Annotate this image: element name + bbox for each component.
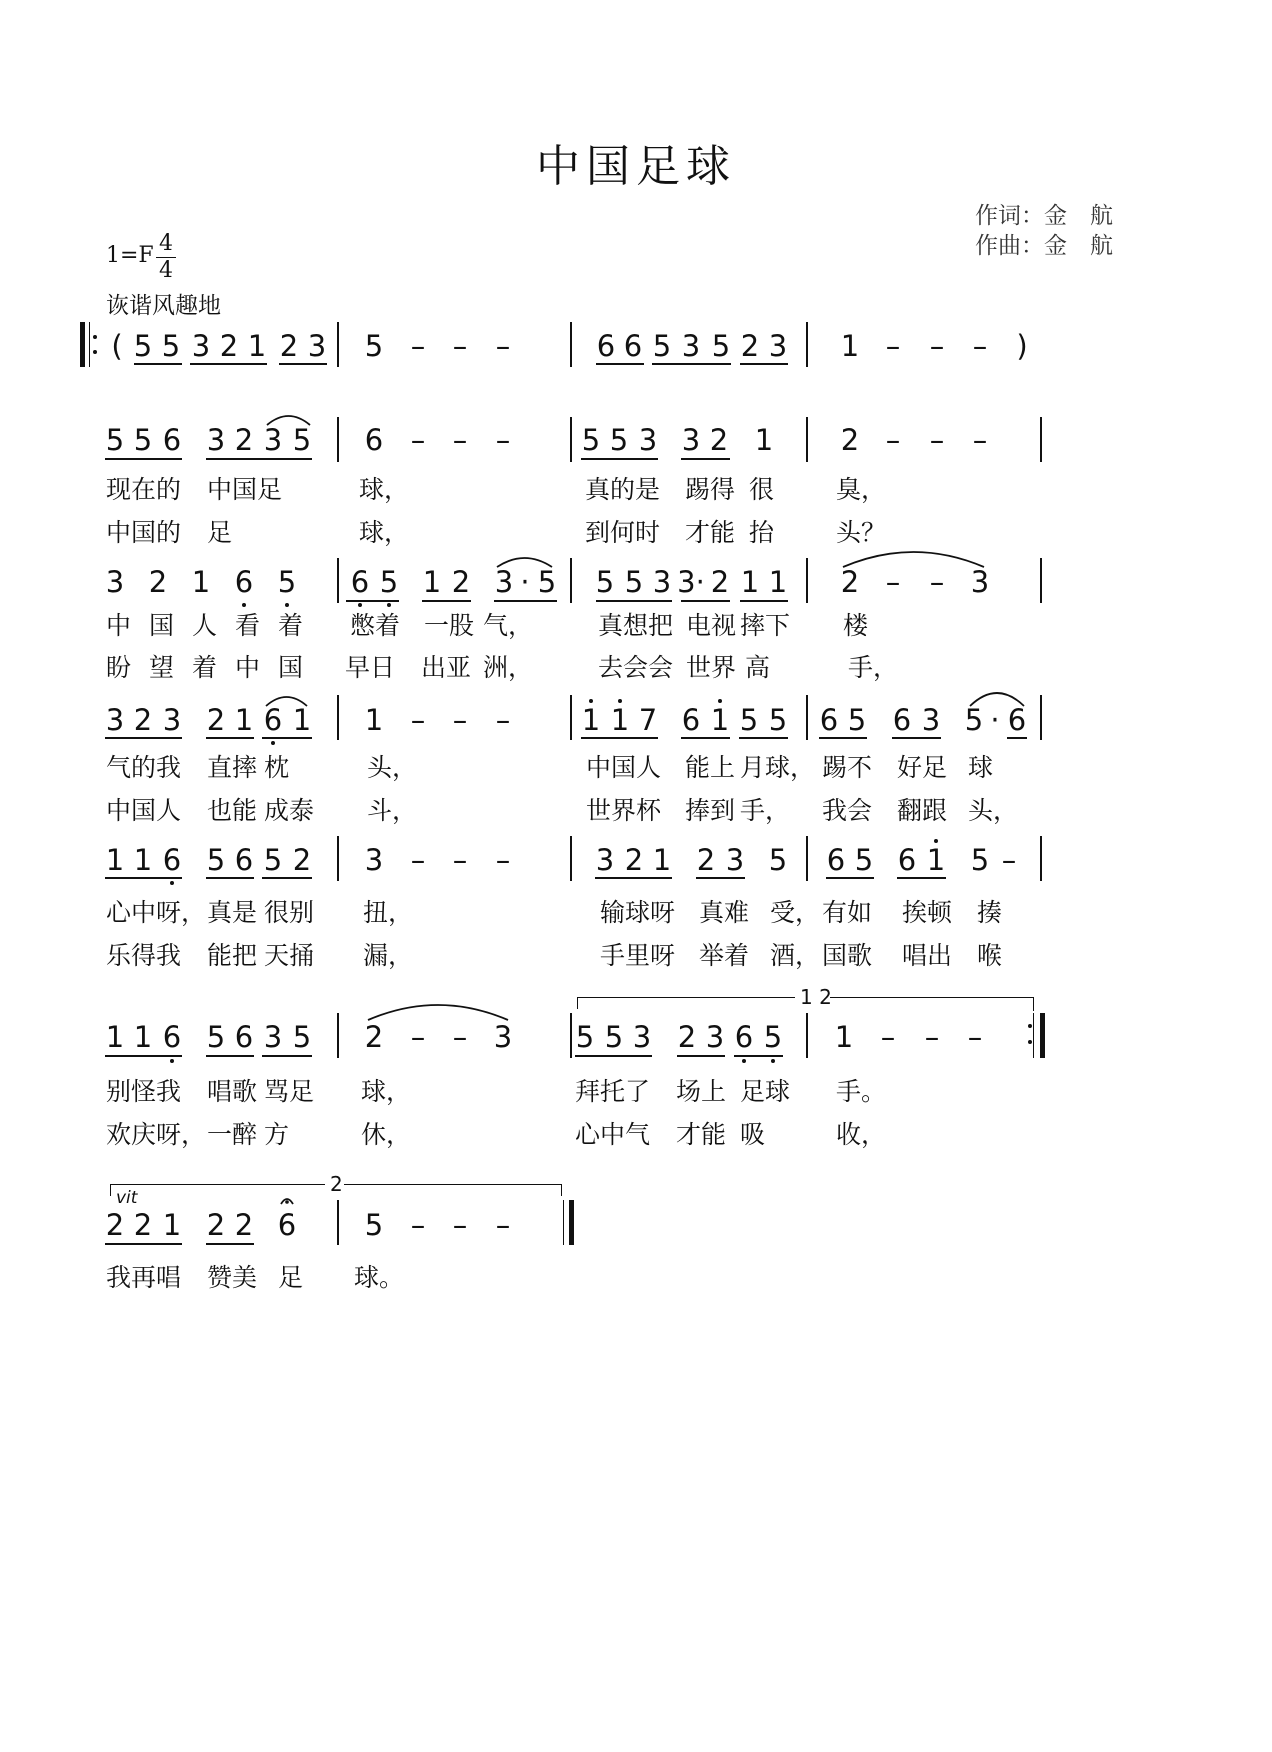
lyric-verse2: 方 — [264, 1120, 290, 1149]
note: 5 — [768, 843, 788, 877]
slur — [843, 552, 984, 567]
dash-note: – — [495, 1208, 511, 1242]
lyric-verse1: 月球， — [740, 753, 816, 782]
note: 5 — [206, 1020, 226, 1054]
note: 6 — [897, 843, 917, 877]
slur — [368, 1005, 508, 1020]
lyric-verse2: 能把 — [207, 941, 258, 970]
note: 1 — [581, 703, 601, 737]
volta-label-1-2: 1 2 — [800, 985, 832, 1009]
dash-note: – — [410, 1020, 426, 1054]
lyric-verse2: 欢庆呀， — [106, 1120, 207, 1149]
lyric-verse1: 唱歌 — [207, 1077, 258, 1106]
lyric-verse1: 现在的 — [106, 475, 182, 504]
note: 5 — [379, 565, 399, 599]
lyric-verse1: 手。 — [836, 1077, 887, 1106]
note: 2 — [206, 703, 226, 737]
lyric-verse1: 能上 — [685, 753, 736, 782]
dash-note: – — [410, 329, 426, 363]
dash-note: – — [495, 703, 511, 737]
lyric-verse1: 扭， — [363, 898, 414, 927]
note: 3 — [768, 329, 788, 363]
lyric-verse2: 着 — [192, 653, 218, 682]
note: 5 — [364, 1208, 384, 1242]
note: 6 — [234, 565, 254, 599]
dash-note: – — [885, 329, 901, 363]
lyric-verse1: 憋着 — [350, 611, 401, 640]
lyric-verse1: 中 — [106, 611, 132, 640]
lyric-verse2: 去会会 — [598, 653, 674, 682]
note: 3 — [652, 565, 672, 599]
note: 1 — [652, 843, 672, 877]
note: 3 — [263, 423, 283, 457]
note: 2 — [279, 329, 299, 363]
lyric-verse2: 一醉 — [207, 1120, 258, 1149]
note: 2 — [710, 565, 730, 599]
vit-marking: vit — [116, 1188, 138, 1208]
note: 2 — [133, 1208, 153, 1242]
tempo-marking: 诙谐风趣地 — [106, 293, 221, 319]
note: 1 — [234, 703, 254, 737]
dash-note: – — [410, 1208, 426, 1242]
dash-note: – — [410, 423, 426, 457]
note: 2 — [840, 423, 860, 457]
note: 1 — [840, 329, 860, 363]
note: 5 — [364, 329, 384, 363]
lyric-verse2: 头， — [968, 796, 1019, 825]
lyric-verse2: 翻跟 — [897, 796, 948, 825]
volta-label-2: 2 — [330, 1172, 343, 1196]
note: 5 — [711, 329, 731, 363]
lyric-verse2: 才能 — [685, 518, 736, 547]
note: 6 — [1007, 703, 1027, 737]
song-title: 中国足球 — [536, 141, 736, 192]
paren-open: ( — [111, 329, 123, 363]
lyric-verse2: 也能 — [207, 796, 258, 825]
note: 5 — [277, 565, 297, 599]
lyric-verse1: 球。 — [354, 1263, 405, 1292]
note: 2 — [451, 565, 471, 599]
note: 6 — [162, 843, 182, 877]
lyric-verse1: 中国人 — [586, 753, 662, 782]
lyric-verse1: 挨顿 — [902, 898, 953, 927]
dash-note: – — [452, 329, 468, 363]
lyric-verse2: 球， — [359, 518, 410, 547]
lyric-verse2: 中国的 — [106, 518, 182, 547]
dash-note: – — [495, 329, 511, 363]
lyric-verse1: 别怪我 — [106, 1077, 182, 1106]
note: 5 — [161, 329, 181, 363]
note: 3 — [705, 1020, 725, 1054]
note: 6 — [623, 329, 643, 363]
lyric-verse1: 拜托了 — [575, 1077, 651, 1106]
lyric-verse2: 收， — [836, 1120, 887, 1149]
note: 3 — [307, 329, 327, 363]
dash-note: – — [1001, 843, 1017, 877]
note: 2 — [677, 1020, 697, 1054]
note: 5 — [105, 423, 125, 457]
note: 1 — [105, 1020, 125, 1054]
lyric-verse2: 高 — [745, 653, 771, 682]
lyric-verse1: 真是 — [207, 898, 258, 927]
note: 5 — [133, 423, 153, 457]
dash-note: – — [452, 1208, 468, 1242]
lyric-verse1: 足球 — [740, 1077, 791, 1106]
note: 2 — [219, 329, 239, 363]
note: 6 — [819, 703, 839, 737]
note: 6 — [162, 423, 182, 457]
lyric-verse1: 足 — [278, 1263, 304, 1292]
note: 1 — [710, 703, 730, 737]
composer-credit: 作曲：金 航 — [975, 233, 1113, 259]
note: 2 — [364, 1020, 384, 1054]
lyric-verse2: 头？ — [836, 518, 887, 547]
dash-note: – — [929, 565, 945, 599]
note: 6 — [350, 565, 370, 599]
lyric-verse1: 人 — [192, 611, 218, 640]
note: 3 — [725, 843, 745, 877]
note: 1 — [422, 565, 442, 599]
lyric-verse1: 赞美 — [207, 1263, 258, 1292]
lyric-verse1: 气的我 — [106, 753, 182, 782]
note: 5 — [652, 329, 672, 363]
note: · — [520, 565, 530, 599]
note: 5 — [581, 423, 601, 457]
lyric-verse1: 骂足 — [264, 1077, 315, 1106]
dash-note: – — [880, 1020, 896, 1054]
note: 3 — [162, 703, 182, 737]
lyric-verse2: 才能 — [676, 1120, 727, 1149]
lyric-verse2: 手， — [848, 653, 899, 682]
time-signature-bottom: 4 — [159, 258, 173, 283]
note: 2 — [234, 1208, 254, 1242]
note: 5 — [595, 565, 615, 599]
slur — [266, 697, 307, 706]
note: 5 — [739, 703, 759, 737]
dash-note: – — [885, 423, 901, 457]
note: 3 — [638, 423, 658, 457]
note: 6 — [681, 703, 701, 737]
lyric-verse1: 心中呀， — [106, 898, 207, 927]
lyric-verse2: 早日 — [345, 653, 396, 682]
lyric-verse2: 休， — [361, 1120, 412, 1149]
lyric-verse1: 踢得 — [685, 475, 736, 504]
note: 5 — [763, 1020, 783, 1054]
note: 6 — [892, 703, 912, 737]
lyric-verse2: 我会 — [822, 796, 873, 825]
lyric-verse2: 吸 — [740, 1120, 766, 1149]
note: 6 — [826, 843, 846, 877]
lyric-verse2: 抬 — [749, 518, 775, 547]
lyric-verse1: 很别 — [264, 898, 315, 927]
note: 5 — [624, 565, 644, 599]
note: · — [990, 703, 1000, 737]
note: 2 — [292, 843, 312, 877]
note: 1 — [754, 423, 774, 457]
lyric-verse1: 枕 — [264, 753, 290, 782]
note: 3· — [677, 565, 705, 599]
note: 7 — [638, 703, 658, 737]
note: 2 — [840, 565, 860, 599]
lyric-verse1: 直摔 — [207, 753, 258, 782]
note: 1 — [364, 703, 384, 737]
lyric-verse2: 成泰 — [264, 796, 315, 825]
note: 1 — [162, 1208, 182, 1242]
lyric-verse2: 心中气 — [575, 1120, 651, 1149]
lyric-verse2: 足 — [207, 518, 233, 547]
note: 2 — [624, 843, 644, 877]
lyric-verse1: 真的是 — [585, 475, 661, 504]
note: 3 — [191, 329, 211, 363]
note: 3 — [105, 565, 125, 599]
note: 3 — [263, 1020, 283, 1054]
lyric-verse2: 捧到 — [685, 796, 736, 825]
lyric-verse2: 国 — [278, 653, 304, 682]
slur — [497, 558, 552, 567]
dash-note: – — [972, 423, 988, 457]
dash-note: – — [885, 565, 901, 599]
lyric-verse2: 漏， — [363, 941, 414, 970]
note: 5 — [537, 565, 557, 599]
note: 5 — [609, 423, 629, 457]
lyric-verse2: 到何时 — [585, 518, 661, 547]
note: 1 — [768, 565, 788, 599]
slur — [970, 693, 1024, 706]
note: 5 — [292, 1020, 312, 1054]
note: 6 — [162, 1020, 182, 1054]
lyric-verse2: 天捅 — [264, 941, 315, 970]
lyric-verse2: 国歌 — [822, 941, 873, 970]
key-signature: 1=F — [106, 243, 154, 268]
dash-note: – — [410, 703, 426, 737]
lyric-verse1: 真难 — [699, 898, 750, 927]
note: 2 — [709, 423, 729, 457]
note: 3 — [364, 843, 384, 877]
dash-note: – — [972, 329, 988, 363]
note: 3 — [105, 703, 125, 737]
dash-note: – — [452, 423, 468, 457]
lyric-verse2: 手里呀 — [600, 941, 676, 970]
note: 6 — [234, 843, 254, 877]
note: 5 — [292, 423, 312, 457]
note: 3 — [595, 843, 615, 877]
lyric-verse2: 世界杯 — [586, 796, 662, 825]
note: 2 — [740, 329, 760, 363]
slur — [267, 416, 310, 425]
lyric-verse1: 臭， — [836, 475, 887, 504]
lyric-verse1: 揍 — [977, 898, 1003, 927]
lyric-verse2: 手， — [740, 796, 791, 825]
lyric-verse2: 斗， — [367, 796, 418, 825]
lyric-verse2: 酒， — [770, 941, 821, 970]
lyric-verse2: 中 — [235, 653, 261, 682]
note: 5 — [133, 329, 153, 363]
note: 6 — [263, 703, 283, 737]
dash-note: – — [495, 843, 511, 877]
note: 1 — [292, 703, 312, 737]
lyric-verse1: 一股 — [424, 611, 475, 640]
note: 1 — [926, 843, 946, 877]
lyric-verse1: 输球呀 — [600, 898, 676, 927]
paren-close: ) — [1016, 329, 1028, 363]
lyric-verse2: 乐得我 — [106, 941, 182, 970]
lyric-verse2: 盼 — [106, 653, 132, 682]
lyric-verse1: 受， — [770, 898, 821, 927]
lyric-verse1: 踢不 — [822, 753, 873, 782]
note: 3 — [493, 1020, 513, 1054]
lyric-verse1: 看 — [235, 611, 261, 640]
lyric-verse1: 着 — [278, 611, 304, 640]
lyric-verse2: 出亚 — [421, 653, 472, 682]
lyric-verse1: 国 — [149, 611, 175, 640]
note: 5 — [206, 843, 226, 877]
note: 2 — [133, 703, 153, 737]
lyric-verse2: 举着 — [699, 941, 750, 970]
lyric-verse1: 好足 — [897, 753, 948, 782]
note: 3 — [494, 565, 514, 599]
lyric-verse1: 球， — [361, 1077, 412, 1106]
dash-note: – — [929, 423, 945, 457]
lyric-verse1: 头， — [367, 753, 418, 782]
note: 1 — [133, 1020, 153, 1054]
dash-note: – — [452, 1020, 468, 1054]
lyric-verse1: 中国足 — [207, 475, 283, 504]
dash-note: – — [495, 423, 511, 457]
lyric-verse2: 世界 — [686, 653, 737, 682]
lyric-verse1: 摔下 — [740, 611, 791, 640]
note: 1 — [740, 565, 760, 599]
dash-note: – — [452, 703, 468, 737]
note: 2 — [148, 565, 168, 599]
note: 6 — [277, 1208, 297, 1242]
lyric-verse1: 场上 — [676, 1077, 727, 1106]
lyric-verse1: 气， — [483, 611, 534, 640]
lyric-verse1: 真想把 — [598, 611, 674, 640]
note: 2 — [206, 1208, 226, 1242]
note: 3 — [206, 423, 226, 457]
dash-note: – — [967, 1020, 983, 1054]
time-signature-top: 4 — [159, 231, 173, 256]
note: 6 — [364, 423, 384, 457]
note: 6 — [734, 1020, 754, 1054]
note: 5 — [854, 843, 874, 877]
note: 6 — [234, 1020, 254, 1054]
dash-note: – — [410, 843, 426, 877]
note: 3 — [970, 565, 990, 599]
lyric-verse1: 球， — [359, 475, 410, 504]
lyric-verse1: 楼 — [843, 611, 869, 640]
note: 5 — [263, 843, 283, 877]
note: 6 — [596, 329, 616, 363]
note: 5 — [604, 1020, 624, 1054]
note: 5 — [970, 843, 990, 877]
note: 3 — [921, 703, 941, 737]
lyric-verse2: 唱出 — [902, 941, 953, 970]
lyric-verse2: 洲， — [483, 653, 534, 682]
lyric-verse1: 很 — [749, 475, 775, 504]
dash-note: – — [929, 329, 945, 363]
note: 1 — [133, 843, 153, 877]
note: 5 — [575, 1020, 595, 1054]
note: 2 — [105, 1208, 125, 1242]
lyric-verse1: 电视 — [686, 611, 737, 640]
note: 1 — [834, 1020, 854, 1054]
dash-note: – — [924, 1020, 940, 1054]
lyric-verse2: 喉 — [977, 941, 1003, 970]
note: 3 — [681, 329, 701, 363]
lyric-verse1: 有如 — [822, 898, 873, 927]
note: 2 — [234, 423, 254, 457]
note: 3 — [681, 423, 701, 457]
lyric-verse1: 我再唱 — [106, 1263, 182, 1292]
note: 2 — [696, 843, 716, 877]
note: 3 — [632, 1020, 652, 1054]
note: 1 — [105, 843, 125, 877]
lyric-verse1: 球 — [968, 753, 994, 782]
lyric-verse2: 望 — [149, 653, 175, 682]
dash-note: – — [452, 843, 468, 877]
note: 5 — [964, 703, 984, 737]
lyricist-credit: 作词：金 航 — [975, 203, 1113, 229]
note: 5 — [847, 703, 867, 737]
lyric-verse2: 中国人 — [106, 796, 182, 825]
note: 1 — [610, 703, 630, 737]
fermata-dot — [285, 1200, 289, 1204]
note: 5 — [768, 703, 788, 737]
note: 1 — [247, 329, 267, 363]
note: 1 — [191, 565, 211, 599]
